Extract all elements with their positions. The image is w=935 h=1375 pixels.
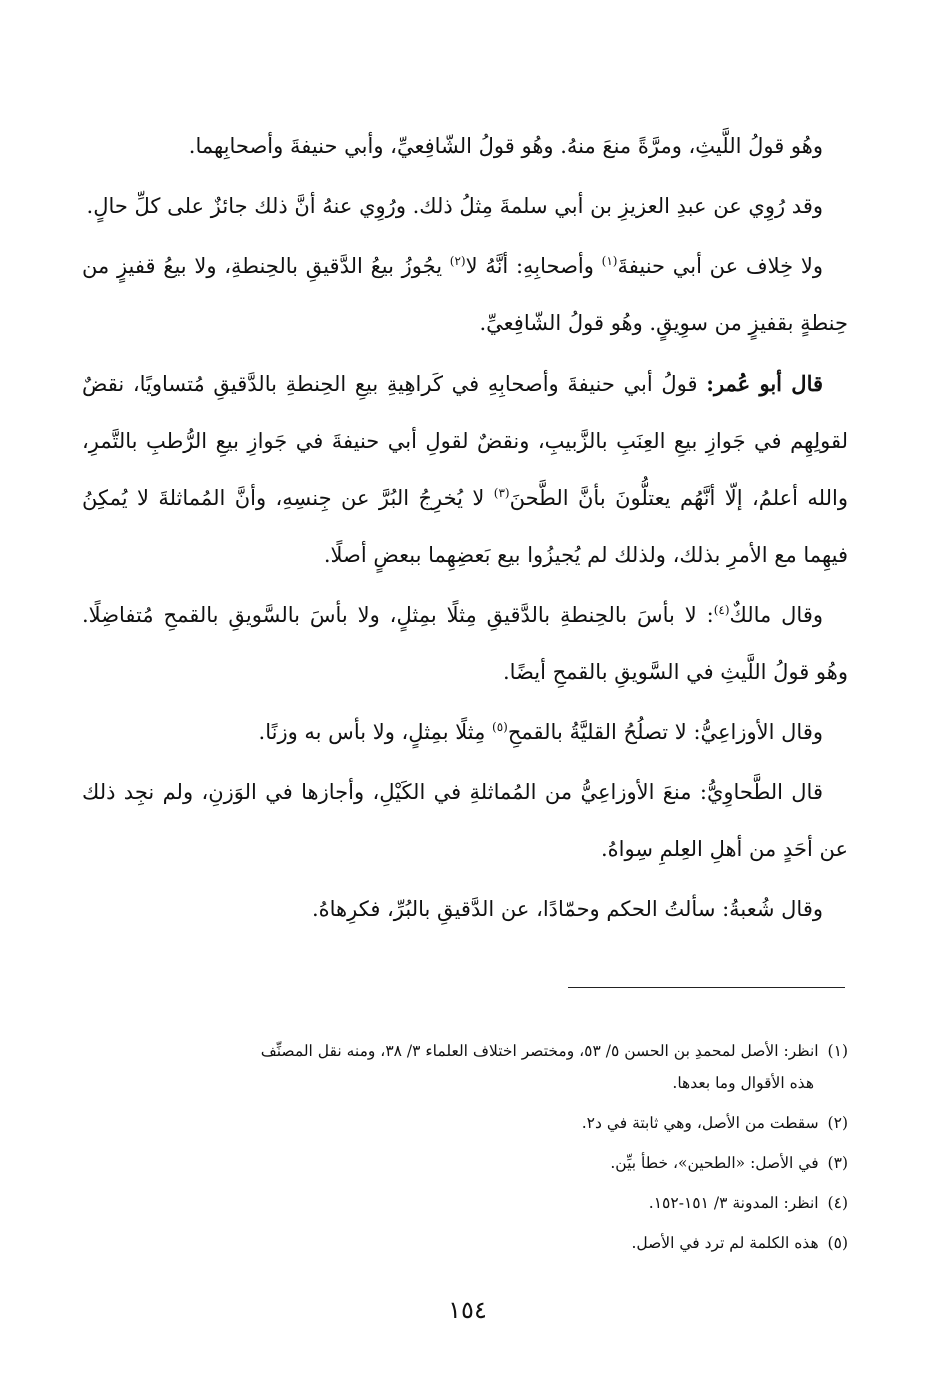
paragraph	[82, 355, 848, 584]
main-text	[82, 118, 848, 941]
footnote-marker: (٥)	[492, 720, 508, 734]
paragraph-lead: قال أبو عُمر:	[706, 371, 824, 396]
paragraph-text: وقال الأوزاعِيُّ: لا تصلُحُ القليَّةُ بالقمحِ	[507, 720, 823, 744]
paragraph	[82, 881, 848, 938]
footnote-number: (٤)	[827, 1194, 848, 1212]
footnote	[82, 1227, 848, 1259]
paragraph-text: ولا خِلاف عن أبي حنيفةَ	[617, 254, 823, 278]
paragraph-text: : لا بأسَ بالحِنطةِ بالدَّقيقِ مِثلًا بمِثلٍ، ولا بأسَ بالسَّويقِ بالقمحِ مُتفاضِلًا. وهُو قولُ اللَّيثِ في السَّويقِ بالقمحِ أيضًا.	[82, 603, 848, 684]
paragraph-text: وقد رُوِي عن عبدِ العزيزِ بن أبي سلمةَ مِثلُ ذلك. ورُوِي عنهُ أنَّ ذلك جائزٌ على كلِّ حالٍ.	[86, 194, 823, 218]
footnote-marker: (٤)	[713, 603, 730, 617]
paragraph-text: لا يُخرِجُ البُرَّ عن جِنسِهِ، وأنَّ المُماثلةَ لا يُمكِنُ فيهِما مع الأمرِ بذلك، ولذلك لم يُجيزُوا بيع بَعضِهِما ببعضٍ أصلًا.	[82, 486, 848, 567]
paragraph-text: قولُ أبي حنيفةَ وأصحابِهِ في كَراهِيةِ بيعِ الحِنطةِ بالدَّقيقِ مُتساويًا، نقضٌ لقولِهِم في جَوازِ بيعِ العِنَبِ بالزَّبيبِ، ونقضٌ لقولِ أبي حنيفةَ في جَوازِ بيعِ الرُّطبِ بالتَّمرِ، والله أعلمُ، إلّا أنَّهُم يعتلُّونَ بأنَّ الطَّحنَ	[82, 372, 848, 510]
paragraph-text: مِثلًا بمِثلٍ، ولا بأس به وزنًا.	[258, 720, 493, 744]
footnote-number: (٣)	[827, 1154, 848, 1172]
footnote-marker: (١)	[601, 254, 618, 268]
footnote	[82, 1187, 848, 1219]
footnote	[82, 1147, 848, 1179]
paragraph-text: وهُو قولُ اللَّيثِ، ومرَّةً منعَ منهُ. وهُو قولُ الشّافِعيِّ، وأبي حنيفةَ وأصحابِهما.	[188, 134, 823, 158]
paragraph	[82, 587, 848, 701]
paragraph	[82, 238, 848, 352]
footnote-continuation: هذه الأقوال وما بعدها.	[672, 1074, 814, 1092]
paragraph-text: قال الطَّحاوِيُّ: منعَ الأوزاعِيُّ من المُماثلةِ في الكَيْلِ، وأجازها في الوَزنِ، ولم نجِد ذلك عن أحَدٍ من أهلِ العِلمِ سِواهُ.	[82, 780, 848, 861]
paragraph-text: يجُوزُ بيعُ الدَّقيقِ بالحِنطةِ، ولا بيعُ قفيزٍ من حِنطةٍ بقفيزٍ من سوِيقٍ. وهُو قولُ الشّافِعيِّ.	[82, 254, 848, 335]
paragraph	[82, 118, 848, 175]
footnote-marker: (٣)	[493, 486, 510, 500]
footnote-number: (٥)	[827, 1234, 848, 1252]
footnotes	[82, 1035, 848, 1267]
footnote-marker: (٢)	[449, 254, 466, 268]
paragraph	[82, 764, 848, 878]
paragraph-text: وقال شُعبةُ: سألتُ الحكم وحمّادًا، عن الدَّقيقِ بالبُرِّ، فكرِهاهُ.	[311, 897, 823, 921]
page-number: ١٥٤	[448, 1296, 487, 1324]
footnote-text: انظر: المدونة ٣/ ١٥١-١٥٢.	[648, 1194, 824, 1212]
paragraph	[82, 704, 848, 761]
footnote-text: سقطت من الأصل، وهي ثابتة في د٢.	[581, 1114, 824, 1132]
footnote-text: في الأصل: «الطحين»، خطأ بيِّن.	[610, 1154, 824, 1172]
paragraph-text: وأصحابِهِ: أنَّهُ لا	[465, 254, 602, 278]
footnote-number: (٢)	[827, 1114, 848, 1132]
footnote-number: (١)	[827, 1042, 848, 1060]
paragraph	[82, 178, 848, 235]
paragraph-text: وقال مالكٌ	[729, 603, 823, 627]
footnote-text: انظر: الأصل لمحمدِ بن الحسن ٥/ ٥٣، ومختصر اختلاف العلماء ٣/ ٣٨، ومنه نقل المصنِّف	[260, 1042, 824, 1060]
footnote	[82, 1107, 848, 1139]
footnote-text: هذه الكلمة لم ترد في الأصل.	[631, 1234, 824, 1252]
footnote-divider	[568, 987, 845, 988]
footnote	[82, 1035, 848, 1099]
